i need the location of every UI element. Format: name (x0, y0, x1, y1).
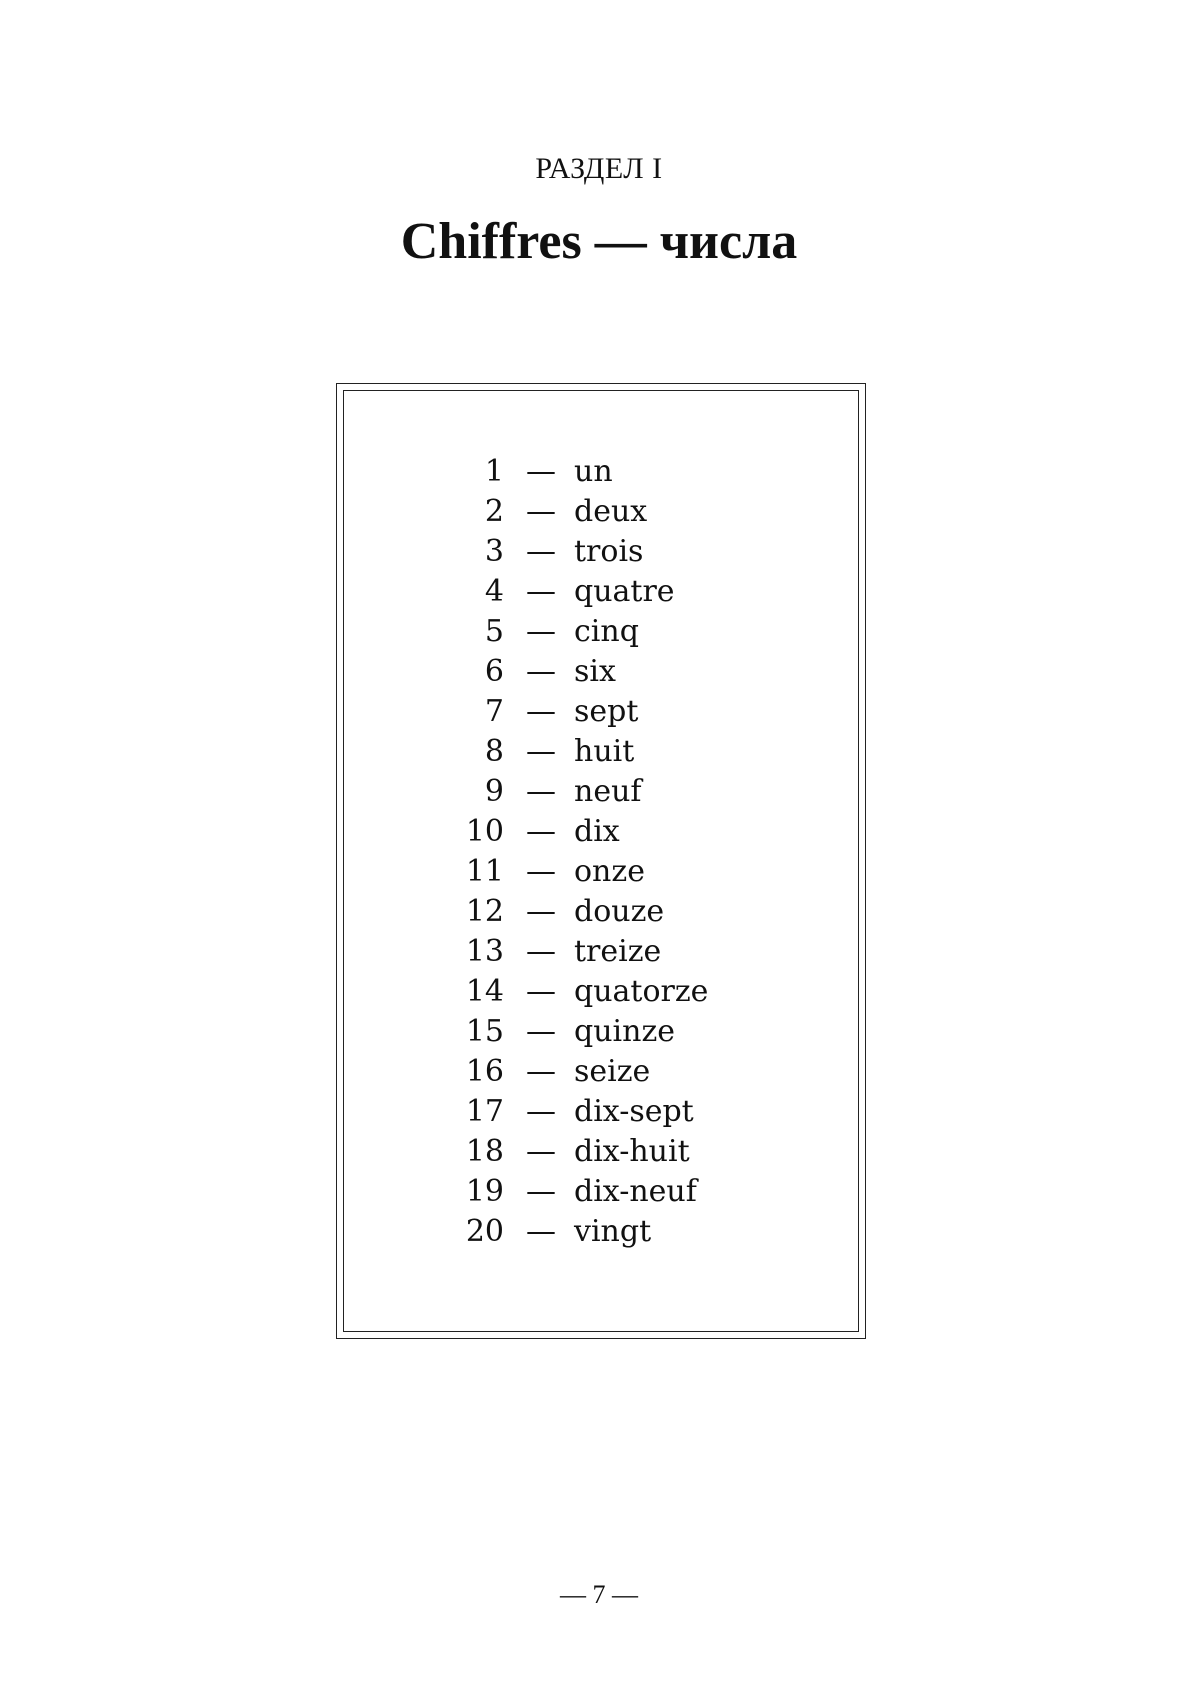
dash-separator: — (526, 974, 556, 1009)
number: 1 (484, 454, 504, 489)
number: 17 (465, 1094, 504, 1129)
dash-separator: — (526, 494, 556, 529)
number-row (452, 1212, 708, 1252)
number-row (452, 932, 708, 972)
french-word: dix-neuf (574, 1174, 697, 1209)
dash-separator: — (526, 774, 556, 809)
dash-separator: — (526, 1134, 556, 1169)
french-word: quatre (574, 574, 675, 609)
dash-separator: — (526, 654, 556, 689)
number: 15 (465, 1014, 504, 1049)
dash-separator: — (526, 734, 556, 769)
french-word: dix-sept (574, 1094, 694, 1129)
french-word: six (574, 654, 616, 689)
number-row (452, 532, 708, 572)
french-word: dix-huit (574, 1134, 690, 1169)
number: 5 (484, 614, 504, 649)
dash-separator: — (526, 1054, 556, 1089)
french-word: trois (574, 534, 644, 569)
dash-separator: — (526, 454, 556, 489)
french-word: deux (574, 494, 648, 529)
number-row (452, 772, 708, 812)
number: 14 (465, 974, 504, 1009)
french-word: quatorze (574, 974, 709, 1009)
dash-separator: — (526, 614, 556, 649)
french-word: huit (574, 734, 635, 769)
number: 20 (465, 1214, 504, 1249)
dash-separator: — (526, 1094, 556, 1129)
number-row (452, 852, 708, 892)
dash-separator: — (526, 1214, 556, 1249)
number-row (452, 452, 708, 492)
dash-separator: — (526, 934, 556, 969)
dash-separator: — (526, 1174, 556, 1209)
french-word: douze (574, 894, 665, 929)
number: 3 (484, 534, 504, 569)
number-row (452, 492, 708, 532)
number: 4 (484, 574, 504, 609)
number: 11 (465, 854, 504, 889)
number-row (452, 812, 708, 852)
number: 7 (484, 694, 504, 729)
number-row (452, 1092, 708, 1132)
dash-separator: — (526, 1014, 556, 1049)
french-word: seize (574, 1054, 651, 1089)
number-row (452, 612, 708, 652)
dash-separator: — (526, 854, 556, 889)
number-row (452, 652, 708, 692)
dash-separator: — (526, 814, 556, 849)
number: 9 (484, 774, 504, 809)
section-label: РАЗДЕЛ I (535, 152, 663, 185)
dash-separator: — (526, 574, 556, 609)
number: 6 (484, 654, 504, 689)
number: 2 (484, 494, 504, 529)
number: 18 (465, 1134, 504, 1169)
dash-separator: — (526, 534, 556, 569)
french-word: cinq (574, 614, 639, 649)
page-number: — 7 — (560, 1580, 638, 1609)
dash-separator: — (526, 894, 556, 929)
number: 10 (465, 814, 504, 849)
french-word: dix (574, 814, 620, 849)
number-row (452, 692, 708, 732)
number-row (452, 1172, 708, 1212)
number-row (452, 1052, 708, 1092)
numbers-list (452, 452, 708, 1252)
french-word: sept (574, 694, 639, 729)
number: 13 (465, 934, 504, 969)
number: 12 (465, 894, 504, 929)
number-row (452, 972, 708, 1012)
french-word: onze (574, 854, 645, 889)
page-title: Chiffres — числа (400, 213, 798, 270)
number: 19 (465, 1174, 504, 1209)
french-word: un (574, 454, 613, 489)
number-row (452, 732, 708, 772)
number: 8 (484, 734, 504, 769)
number: 16 (465, 1054, 504, 1089)
french-word: treize (574, 934, 662, 969)
french-word: quinze (574, 1014, 676, 1049)
number-row (452, 1012, 708, 1052)
number-row (452, 1132, 708, 1172)
french-word: vingt (574, 1214, 652, 1249)
french-word: neuf (574, 774, 642, 809)
dash-separator: — (526, 694, 556, 729)
number-row (452, 892, 708, 932)
number-row (452, 572, 708, 612)
